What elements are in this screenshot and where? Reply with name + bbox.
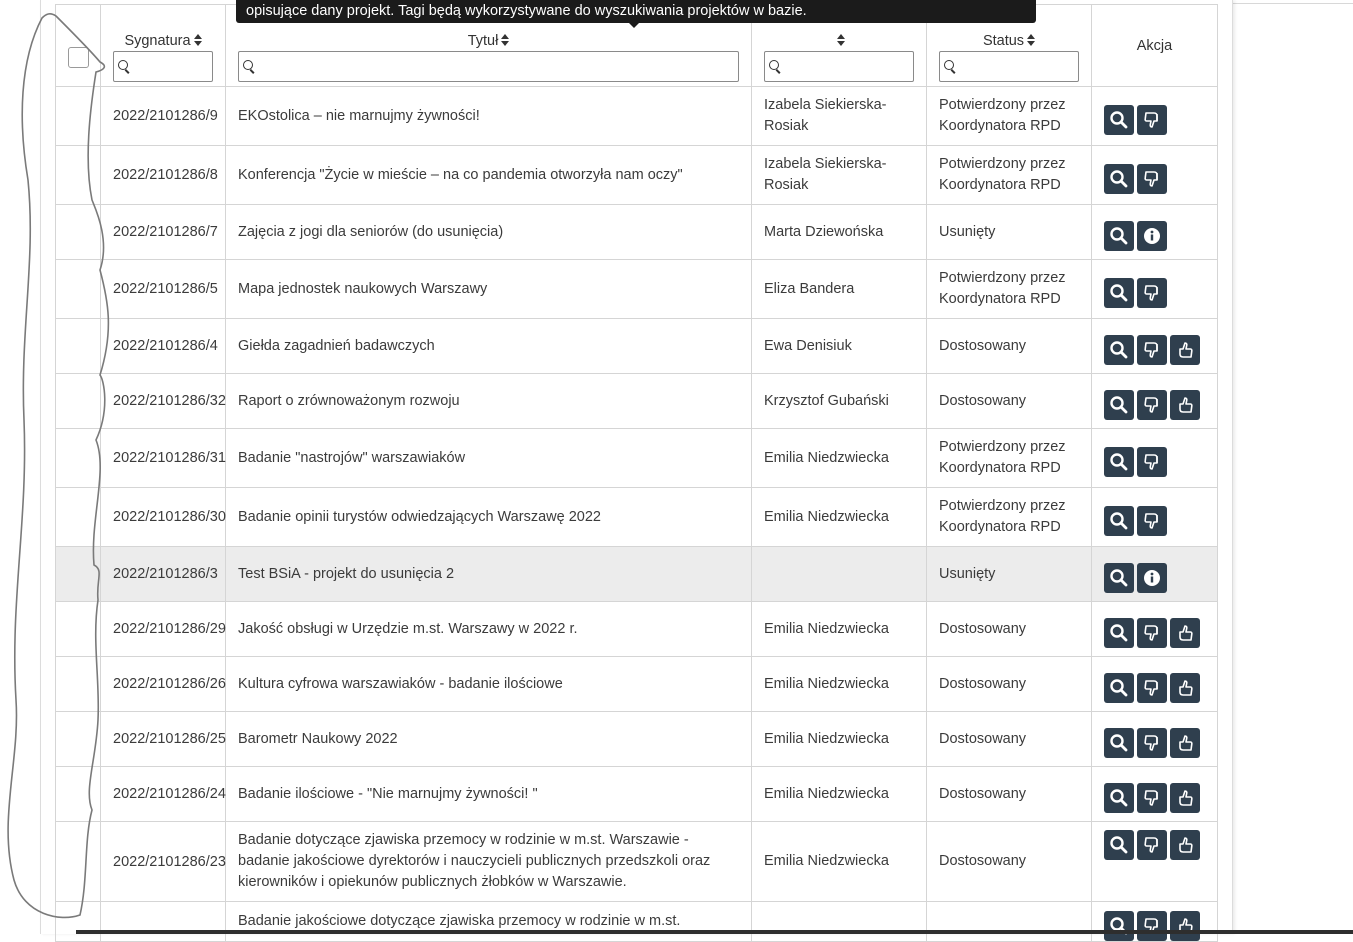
header-tytul-label: Tytuł — [467, 33, 499, 49]
search-button[interactable] — [1104, 447, 1134, 477]
thumbs-down-button[interactable] — [1137, 911, 1167, 941]
search-icon — [243, 60, 253, 70]
search-icon — [769, 60, 779, 70]
signature-cell: 2022/2101286/29 — [101, 602, 226, 657]
action-buttons — [1104, 447, 1205, 477]
action-buttons — [1104, 728, 1205, 758]
table-row[interactable] — [56, 488, 1218, 547]
search-button[interactable] — [1104, 221, 1134, 251]
signature-cell: 2022/2101286/23 — [101, 822, 226, 902]
title-cell: Barometr Naukowy 2022 — [226, 712, 752, 767]
search-button[interactable] — [1104, 105, 1134, 135]
search-icon — [118, 60, 128, 70]
tytul-filter[interactable] — [238, 51, 739, 82]
title-cell: Mapa jednostek naukowych Warszawy — [226, 260, 752, 319]
author-cell: Izabela Siekierska-Rosiak — [752, 87, 927, 146]
author-cell: Emilia Niedzwiecka — [752, 602, 927, 657]
info-button[interactable] — [1137, 221, 1167, 251]
row-select-cell[interactable] — [56, 657, 101, 712]
signature-cell: 2022/2101286/7 — [101, 205, 226, 260]
actions-cell — [1092, 767, 1218, 822]
signature-cell: 2022/2101286/32 — [101, 374, 226, 429]
thumbs-up-button[interactable] — [1170, 728, 1200, 758]
thumbs-up-button[interactable] — [1170, 618, 1200, 648]
actions-cell — [1092, 260, 1218, 319]
title-cell: Zajęcia z jogi dla seniorów (do usunięcia) — [226, 205, 752, 260]
info-button[interactable] — [1137, 563, 1167, 593]
status-cell: Dostosowany — [927, 712, 1092, 767]
author-cell — [752, 902, 927, 942]
author-cell — [752, 547, 927, 602]
row-select-cell[interactable] — [56, 260, 101, 319]
search-button[interactable] — [1104, 673, 1134, 703]
sygnatura-filter-input[interactable] — [114, 52, 212, 81]
status-cell: Potwierdzony przez Koordynatora RPD — [927, 87, 1092, 146]
actions-cell — [1092, 822, 1218, 902]
title-cell: Konferencja "Życie w mieście – na co pandemia otworzyła nam oczy" — [226, 146, 752, 205]
thumbs-down-button[interactable] — [1137, 728, 1167, 758]
thumbs-up-button[interactable] — [1170, 673, 1200, 703]
status-cell: Potwierdzony przez Koordynatora RPD — [927, 146, 1092, 205]
title-cell: Kultura cyfrowa warszawiaków - badanie ilościowe — [226, 657, 752, 712]
status-cell: Dostosowany — [927, 657, 1092, 712]
title-cell: Badanie "nastrojów" warszawiaków — [226, 429, 752, 488]
table-row[interactable] — [56, 712, 1218, 767]
thumbs-down-button[interactable] — [1137, 783, 1167, 813]
status-cell: Potwierdzony przez Koordynatora RPD — [927, 260, 1092, 319]
author-cell: Marta Dziewońska — [752, 205, 927, 260]
table-row[interactable] — [56, 902, 1218, 942]
search-button[interactable] — [1104, 563, 1134, 593]
search-button[interactable] — [1104, 164, 1134, 194]
title-cell: Badanie ilościowe - "Nie marnujmy żywności! " — [226, 767, 752, 822]
row-select-cell[interactable] — [56, 87, 101, 146]
table-row[interactable] — [56, 146, 1218, 205]
actions-cell — [1092, 902, 1218, 942]
status-cell: Dostosowany — [927, 602, 1092, 657]
thumbs-down-button[interactable] — [1137, 278, 1167, 308]
action-buttons — [1104, 105, 1205, 135]
status-cell: Dostosowany — [927, 822, 1092, 902]
actions-cell — [1092, 429, 1218, 488]
title-cell: Badanie jakościowe dotyczące zjawiska przemocy w rodzinie w m.st. — [226, 902, 752, 942]
signature-cell: 2022/2101286/5 — [101, 260, 226, 319]
author-filter-input[interactable] — [765, 52, 913, 81]
row-select-cell[interactable] — [56, 319, 101, 374]
title-cell: Badanie dotyczące zjawiska przemocy w rodzinie w m.st. Warszawie - badanie jakościowe dyrektorów i nauczycieli publicznych przedszkoli oraz kierowników i opiekunów publicznych żłobków w Warszawie. — [226, 822, 752, 902]
signature-cell: 2022/2101286/26 — [101, 657, 226, 712]
search-button[interactable] — [1104, 618, 1134, 648]
search-button[interactable] — [1104, 830, 1134, 860]
row-select-cell[interactable] — [56, 822, 101, 902]
thumbs-up-button[interactable] — [1170, 830, 1200, 860]
author-filter[interactable] — [764, 51, 914, 82]
sygnatura-filter[interactable] — [113, 51, 213, 82]
row-select-cell[interactable] — [56, 767, 101, 822]
actions-cell — [1092, 319, 1218, 374]
table-row[interactable] — [56, 319, 1218, 374]
search-button[interactable] — [1104, 278, 1134, 308]
title-cell: Badanie opinii turystów odwiedzających Warszawę 2022 — [226, 488, 752, 547]
thumbs-up-button[interactable] — [1170, 783, 1200, 813]
status-cell: Usunięty — [927, 205, 1092, 260]
thumbs-up-button[interactable] — [1170, 911, 1200, 941]
signature-cell: 2022/2101286/4 — [101, 319, 226, 374]
table-row[interactable] — [56, 657, 1218, 712]
table-row[interactable] — [56, 547, 1218, 602]
status-cell: Dostosowany — [927, 374, 1092, 429]
thumbs-down-button[interactable] — [1137, 390, 1167, 420]
thumbs-up-button[interactable] — [1170, 390, 1200, 420]
thumbs-down-button[interactable] — [1137, 830, 1167, 860]
action-buttons — [1104, 830, 1205, 860]
action-buttons — [1104, 278, 1205, 308]
action-buttons — [1104, 673, 1205, 703]
status-cell: Dostosowany — [927, 319, 1092, 374]
status-cell — [927, 902, 1092, 942]
signature-cell: 2022/2101286/3 — [101, 547, 226, 602]
table-row[interactable] — [56, 87, 1218, 146]
status-cell: Dostosowany — [927, 767, 1092, 822]
tooltip-text: opisujące dany projekt. Tagi będą wykorzystywane do wyszukiwania projektów w bazie. — [246, 3, 807, 19]
table-row[interactable] — [56, 205, 1218, 260]
thumbs-down-button[interactable] — [1137, 673, 1167, 703]
row-select-cell[interactable] — [56, 205, 101, 260]
thumbs-down-button[interactable] — [1137, 618, 1167, 648]
table-row[interactable] — [56, 260, 1218, 319]
row-select-cell[interactable] — [56, 902, 101, 942]
action-buttons — [1104, 335, 1205, 365]
search-button[interactable] — [1104, 728, 1134, 758]
row-select-cell[interactable] — [56, 429, 101, 488]
actions-cell — [1092, 547, 1218, 602]
action-buttons — [1104, 783, 1205, 813]
header-sygnatura[interactable] — [101, 5, 226, 87]
row-select-cell[interactable] — [56, 602, 101, 657]
author-cell: Emilia Niedzwiecka — [752, 767, 927, 822]
header-status-label: Status — [982, 33, 1025, 49]
signature-cell: 2022/2101286/31 — [101, 429, 226, 488]
projects-table — [55, 4, 1218, 942]
bottom-bar — [76, 930, 1353, 934]
sort-icon[interactable] — [1027, 34, 1035, 47]
signature-cell: 2022/2101286/8 — [101, 146, 226, 205]
author-cell: Emilia Niedzwiecka — [752, 429, 927, 488]
actions-cell — [1092, 488, 1218, 547]
title-cell: EKOstolica – nie marnujmy żywności! — [226, 87, 752, 146]
tytul-filter-input[interactable] — [239, 52, 738, 81]
signature-cell: 2022/2101286/9 — [101, 87, 226, 146]
search-button[interactable] — [1104, 390, 1134, 420]
action-buttons — [1104, 618, 1205, 648]
status-cell: Usunięty — [927, 547, 1092, 602]
title-cell: Giełda zagadnień badawczych — [226, 319, 752, 374]
search-icon — [944, 60, 954, 70]
thumbs-down-button[interactable] — [1137, 506, 1167, 536]
actions-cell — [1092, 205, 1218, 260]
search-button[interactable] — [1104, 911, 1134, 941]
select-all-checkbox[interactable] — [68, 47, 89, 68]
search-button[interactable] — [1104, 783, 1134, 813]
author-cell: Krzysztof Gubański — [752, 374, 927, 429]
actions-cell — [1092, 87, 1218, 146]
signature-cell: 2022/2101286/24 — [101, 767, 226, 822]
signature-cell: 2022/2101286/30 — [101, 488, 226, 547]
author-cell: Emilia Niedzwiecka — [752, 488, 927, 547]
sort-icon[interactable] — [194, 34, 202, 47]
row-select-cell[interactable] — [56, 146, 101, 205]
row-select-cell[interactable] — [56, 712, 101, 767]
action-buttons — [1104, 506, 1205, 536]
author-cell: Ewa Denisiuk — [752, 319, 927, 374]
signature-cell: 2022/2101286/25 — [101, 712, 226, 767]
actions-cell — [1092, 712, 1218, 767]
tooltip-arrow — [629, 23, 639, 28]
author-cell: Izabela Siekierska-Rosiak — [752, 146, 927, 205]
tags-tooltip — [236, 0, 1036, 23]
table-row[interactable] — [56, 767, 1218, 822]
row-select-cell[interactable] — [56, 547, 101, 602]
table-row[interactable] — [56, 602, 1218, 657]
actions-cell — [1092, 374, 1218, 429]
action-buttons — [1104, 390, 1205, 420]
title-cell: Test BSiA - projekt do usunięcia 2 — [226, 547, 752, 602]
row-select-cell[interactable] — [56, 488, 101, 547]
select-all-cell — [56, 5, 101, 87]
signature-cell — [101, 902, 226, 942]
status-cell: Potwierdzony przez Koordynatora RPD — [927, 429, 1092, 488]
thumbs-down-button[interactable] — [1137, 335, 1167, 365]
action-buttons — [1104, 221, 1205, 251]
actions-cell — [1092, 146, 1218, 205]
row-select-cell[interactable] — [56, 374, 101, 429]
action-buttons — [1104, 563, 1205, 593]
table-row[interactable] — [56, 429, 1218, 488]
action-buttons — [1104, 911, 1205, 941]
table-row[interactable] — [56, 822, 1218, 902]
status-filter-input[interactable] — [940, 52, 1078, 81]
thumbs-down-button[interactable] — [1137, 447, 1167, 477]
author-cell: Eliza Bandera — [752, 260, 927, 319]
header-akcja: Akcja — [1092, 5, 1218, 87]
search-button[interactable] — [1104, 506, 1134, 536]
action-buttons — [1104, 164, 1205, 194]
table-row[interactable] — [56, 374, 1218, 429]
author-cell: Emilia Niedzwiecka — [752, 822, 927, 902]
sort-icon[interactable] — [837, 34, 845, 47]
actions-cell — [1092, 657, 1218, 712]
top-divider — [1232, 3, 1353, 4]
author-cell: Emilia Niedzwiecka — [752, 657, 927, 712]
header-sygnatura-label: Sygnatura — [124, 33, 191, 49]
thumbs-down-button[interactable] — [1137, 164, 1167, 194]
status-filter[interactable] — [939, 51, 1079, 82]
title-cell: Raport o zrównoważonym rozwoju — [226, 374, 752, 429]
search-button[interactable] — [1104, 335, 1134, 365]
author-cell: Emilia Niedzwiecka — [752, 712, 927, 767]
actions-cell — [1092, 602, 1218, 657]
thumbs-up-button[interactable] — [1170, 335, 1200, 365]
title-cell: Jakość obsługi w Urzędzie m.st. Warszawy w 2022 r. — [226, 602, 752, 657]
status-cell: Potwierdzony przez Koordynatora RPD — [927, 488, 1092, 547]
sort-icon[interactable] — [501, 34, 509, 47]
thumbs-down-button[interactable] — [1137, 105, 1167, 135]
